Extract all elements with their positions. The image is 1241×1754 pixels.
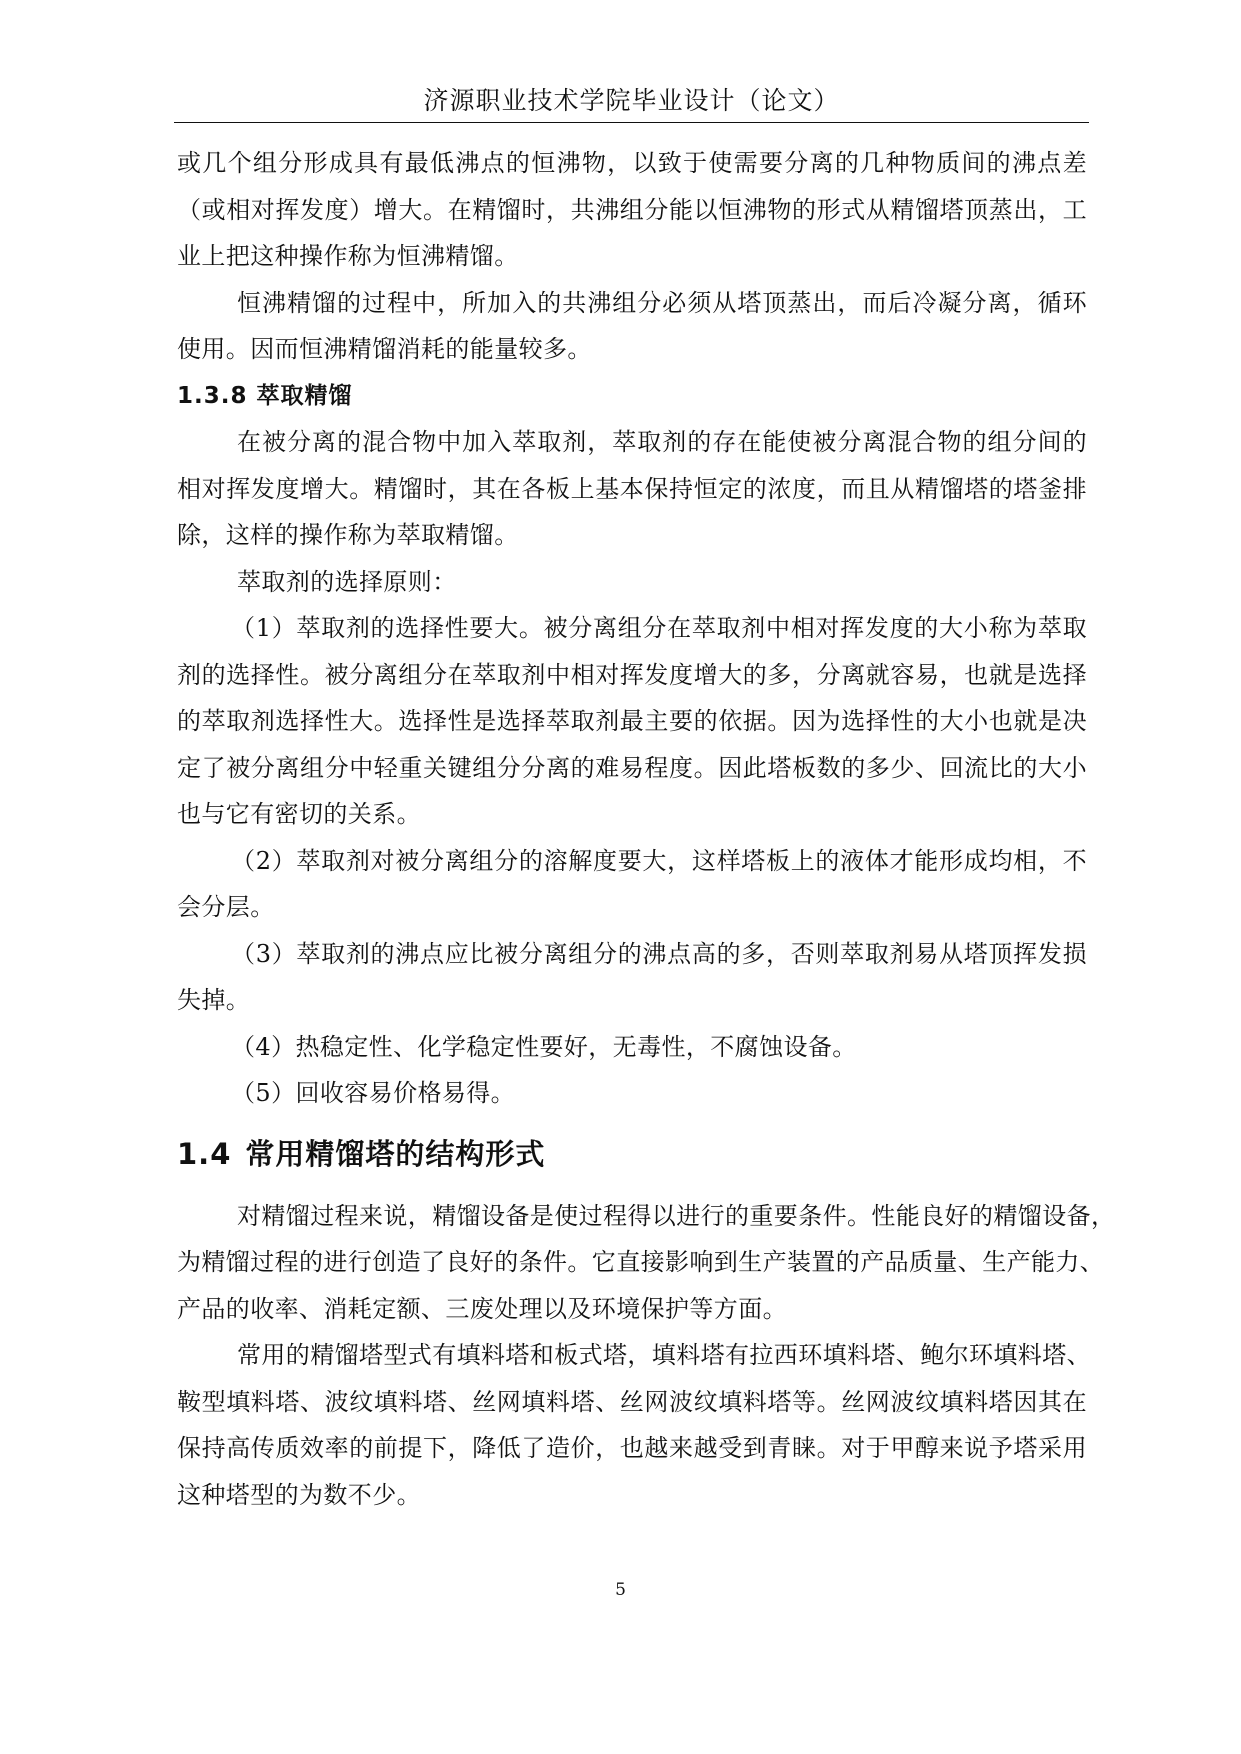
text-line: 在被分离的混合物中加入萃取剂，萃取剂的存在能使被分离混合物的组分间的 [237, 428, 1087, 456]
text-line: 相对挥发度增大。精馏时，其在各板上基本保持恒定的浓度，而且从精馏塔的塔釜排 [177, 474, 1087, 503]
text-line: 剂的选择性。被分离组分在萃取剂中相对挥发度增大的多，分离就容易，也就是选择 [177, 660, 1087, 689]
text-line: （2）萃取剂对被分离组分的溶解度要大，这样塔板上的液体才能形成均相，不 [231, 846, 1087, 875]
text-line: 这种塔型的为数不少。 [177, 1480, 421, 1509]
subsection-heading: 1.3.8 萃取精馏 [177, 382, 353, 409]
text-line: 除，这样的操作称为萃取精馏。 [177, 521, 519, 549]
text-line: 或几个组分形成具有最低沸点的恒沸物，以致于使需要分离的几种物质间的沸点差 [177, 149, 1087, 177]
text-line: 产品的收率、消耗定额、三废处理以及环境保护等方面。 [177, 1294, 787, 1323]
text-line: （5）回收容易价格易得。 [231, 1079, 516, 1107]
page-number: 5 [615, 1580, 626, 1600]
text-line: （1）萃取剂的选择性要大。被分离组分在萃取剂中相对挥发度的大小称为萃取 [231, 614, 1087, 642]
text-line: 的萃取剂选择性大。选择性是选择萃取剂最主要的依据。因为选择性的大小也就是决 [177, 707, 1087, 735]
section-number: 1.4 [177, 1136, 232, 1171]
text-line: （或相对挥发度）增大。在精馏时，共沸组分能以恒沸物的形式从精馏塔顶蒸出，工 [177, 195, 1087, 224]
section-title-text: 常用精馏塔的结构形式 [245, 1136, 546, 1171]
text-line: 保持高传质效率的前提下，降低了造价，也越来越受到青睐。对于甲醇来说予塔采用 [177, 1434, 1087, 1462]
text-line: 萃取剂的选择原则： [237, 567, 457, 596]
text-line: 使用。因而恒沸精馏消耗的能量较多。 [177, 335, 592, 363]
text-line: （3）萃取剂的沸点应比被分离组分的沸点高的多，否则萃取剂易从塔顶挥发损 [231, 939, 1087, 968]
header-rule [174, 122, 1089, 123]
text-line: 定了被分离组分中轻重关键组分分离的难易程度。因此塔板数的多少、回流比的大小 [177, 753, 1087, 782]
text-line: 常用的精馏塔型式有填料塔和板式塔，填料塔有拉西环填料塔、鲍尔环填料塔、 [237, 1341, 1091, 1369]
text-line: 会分层。 [177, 893, 275, 921]
section-heading [177, 1117, 1087, 1187]
page-header-title: 济源职业技术学院毕业设计（论文） [423, 86, 840, 115]
text-line: 对精馏过程来说，精馏设备是使过程得以进行的重要条件。性能良好的精馏设备， [237, 1201, 1116, 1230]
text-line: 业上把这种操作称为恒沸精馏。 [177, 242, 519, 270]
text-line: 也与它有密切的关系。 [177, 800, 421, 828]
text-line: （4）热稳定性、化学稳定性要好，无毒性，不腐蚀设备。 [231, 1032, 857, 1061]
text-line: 恒沸精馏的过程中，所加入的共沸组分必须从塔顶蒸出，而后冷凝分离，循环 [237, 288, 1087, 317]
text-line: 鞍型填料塔、波纹填料塔、丝网填料塔、丝网波纹填料塔等。丝网波纹填料塔因其在 [177, 1387, 1087, 1416]
document-body [177, 140, 1116, 1518]
text-line: 失掉。 [177, 986, 251, 1014]
text-line: 为精馏过程的进行创造了良好的条件。它直接影响到生产装置的产品质量、生产能力、 [177, 1248, 1105, 1276]
